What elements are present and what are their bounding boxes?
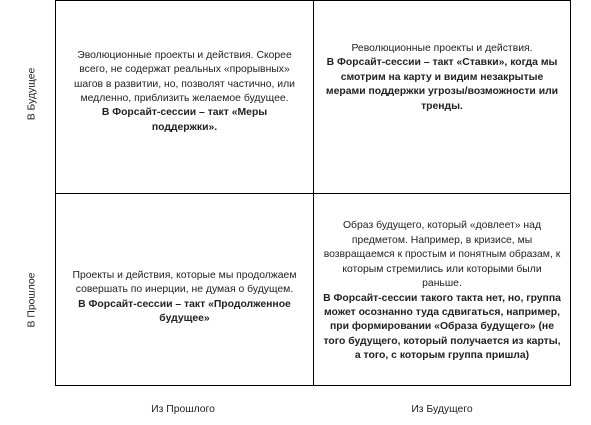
quadrant-top-right-description: Революционные проекты и действия. [351, 42, 533, 54]
quadrant-top-right-content [324, 42, 560, 114]
x-axis-label-future: Из Будущего [411, 404, 473, 415]
quadrant-top-right [314, 1, 570, 193]
y-axis-label-future-text: В Будущее [26, 67, 38, 121]
quadrant-bottom-right-content [322, 219, 562, 363]
quadrant-bottom-left-foresight-note: В Форсайт-сессии – такт «Продолженное будущее» [78, 298, 291, 324]
quadrant-top-left [56, 1, 313, 193]
quadrant-matrix [55, 0, 571, 386]
quadrant-top-left-foresight-note: В Форсайт-сессии – такт «Меры поддержки». [101, 107, 268, 133]
quadrant-bottom-left-description: Проекты и действия, которые мы продолжаем совершать по инерции, не думая о будущем. [72, 269, 297, 296]
quadrant-top-right-foresight-note: В Форсайт-сессии – такт «Ставки», когда мы смотрим на карту и видим незакрытые мерами поддержки угрозы/возможности или тренды. [325, 57, 559, 112]
quadrant-bottom-right-description: Образ будущего, который «довлеет» над предметом. Например, в кризисе, мы возвращаемся к простым и понятным образам, к которым стремились или которыми были раньше. [323, 220, 561, 290]
quadrant-bottom-left [56, 194, 313, 385]
quadrant-top-left-content [70, 49, 299, 135]
quadrant-top-left-description: Эволюционные проекты и действия. Скорее всего, не содержат реальных «прорывных» шагов в развитии, но, позволят частично, или медленно, приблизить желаемое будущее. [74, 49, 295, 104]
x-axis-label-past: Из Прошлого [151, 404, 215, 415]
quadrant-bottom-left-content [70, 269, 299, 327]
quadrant-bottom-right-foresight-note: В Форсайт-сессии такого такта нет, но, группа может осознанно туда сдвигаться, например, при формировании «Образа будущего» (не того будущего, который получается из карты, а того, с которым группа пришла) [323, 292, 561, 362]
quadrant-bottom-right [314, 194, 570, 385]
y-axis-label-past-text: В Прошлое [26, 272, 38, 328]
